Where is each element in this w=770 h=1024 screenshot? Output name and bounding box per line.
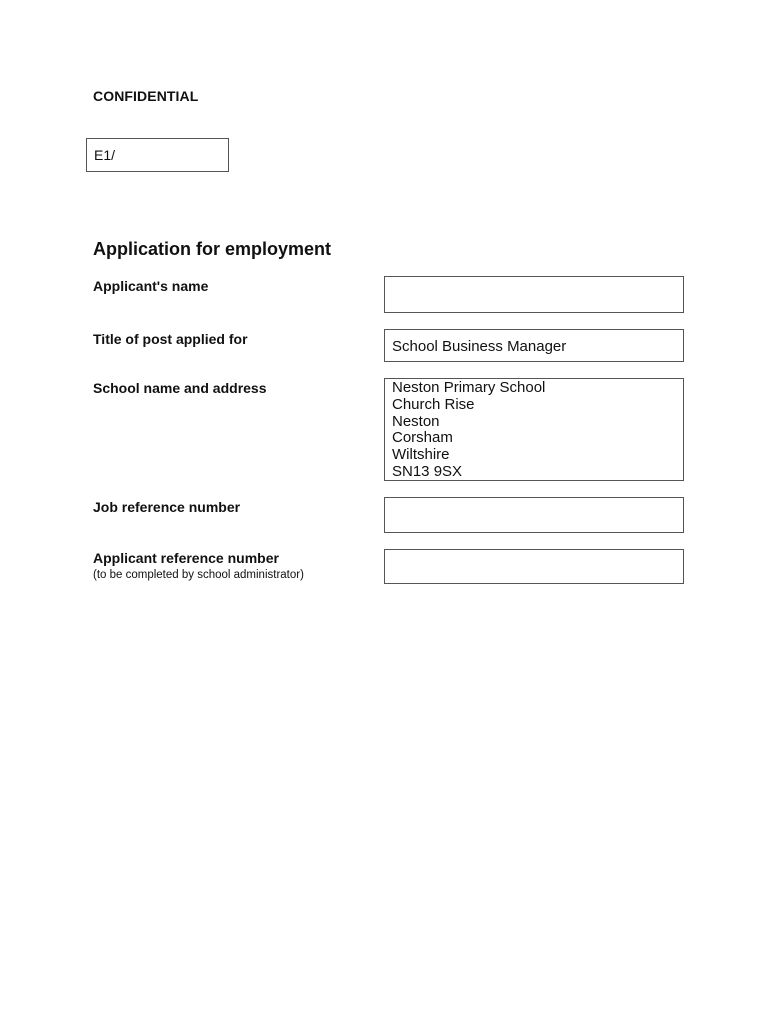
page-title: Application for employment — [93, 239, 332, 259]
confidential-label: CONFIDENTIAL — [93, 88, 199, 104]
form-reference-box[interactable]: E1/ — [86, 138, 229, 172]
job-reference-field[interactable] — [384, 497, 684, 533]
address-line: Neston Primary School — [392, 379, 546, 396]
address-line: Wiltshire — [392, 446, 450, 464]
address-line: Church Rise — [392, 395, 475, 413]
post-title-label: Title of post applied for — [93, 331, 248, 347]
school-address-label: School name and address — [93, 380, 267, 396]
post-title-field[interactable]: School Business Manager — [384, 329, 684, 362]
job-reference-label: Job reference number — [93, 499, 241, 515]
applicant-name-label: Applicant's name — [93, 278, 209, 294]
applicant-reference-note: (to be completed by school administrator) — [93, 569, 304, 581]
address-line: SN13 9SX — [392, 462, 463, 480]
applicant-reference-label: Applicant reference number — [93, 550, 279, 566]
applicant-name-field[interactable] — [384, 276, 684, 313]
address-line: Corsham — [392, 429, 453, 447]
applicant-reference-field[interactable] — [384, 549, 684, 584]
address-line: Neston — [392, 412, 440, 430]
school-address-field[interactable] — [384, 378, 684, 481]
